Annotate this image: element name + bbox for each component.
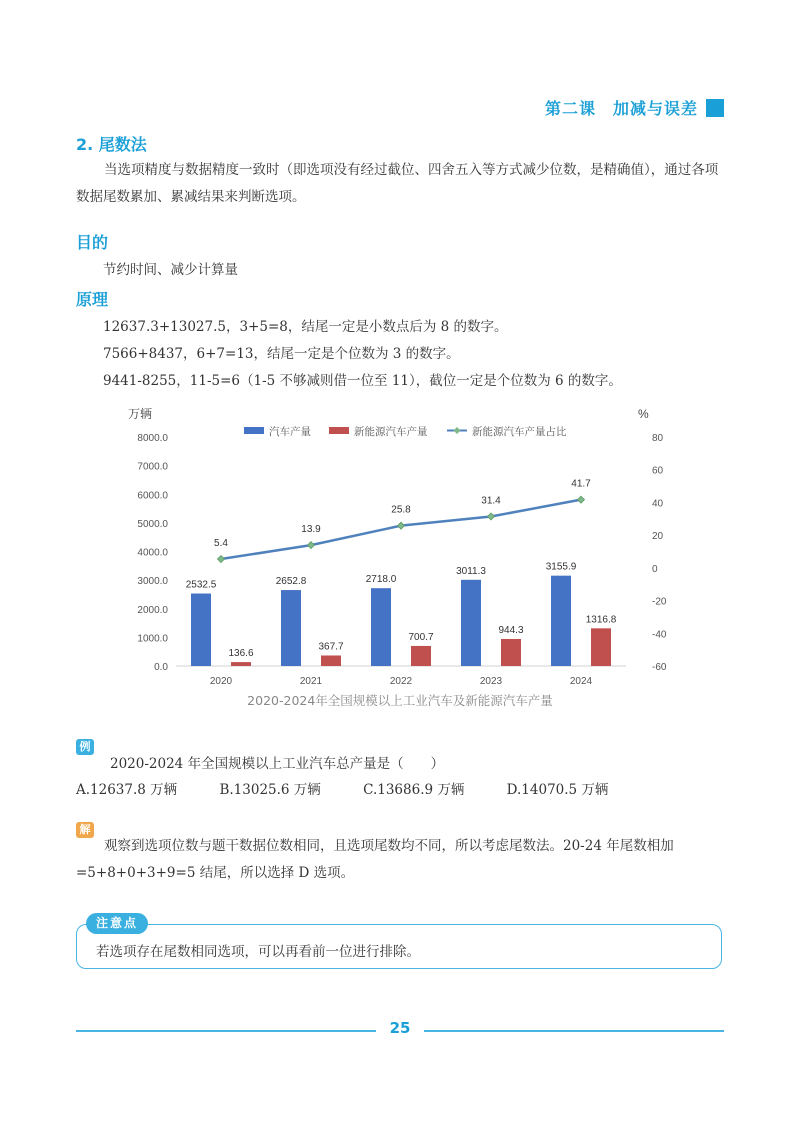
principle-line: 9441-8255，11-5=6（1-5 不够减则借一位至 11），截位一定是个位数为 6 的数字。 [103, 373, 622, 389]
chapter-title: 第二课 加减与误差 [544, 99, 698, 118]
legend-label: 汽车产量 [269, 426, 311, 438]
bar-total-production [371, 588, 391, 666]
left-axis-label: 万辆 [128, 407, 153, 421]
x-tick-label: 2020 [209, 676, 233, 687]
page-header [545, 96, 724, 119]
bar-nev-production [411, 646, 431, 666]
legend-swatch [244, 427, 264, 434]
right-tick-label: 40 [652, 498, 664, 510]
bar-nev-production [231, 662, 251, 666]
bar-nev-label: 367.7 [318, 641, 344, 653]
option-d: D.14070.5 万辆 [506, 782, 609, 798]
option-b: B.13025.6 万辆 [219, 782, 321, 798]
bar-nev-label: 700.7 [408, 631, 434, 643]
left-tick-label: 4000.0 [137, 547, 168, 559]
bar-total-production [281, 590, 301, 666]
bar-total-label: 3155.9 [545, 561, 577, 573]
bar-total-label: 3011.3 [456, 565, 486, 577]
note-text: 若选项存在尾数相同选项，可以再看前一位进行排除。 [96, 944, 420, 960]
right-tick-label: 0 [652, 563, 658, 575]
header-square-icon [706, 99, 724, 117]
share-point [218, 556, 225, 563]
bar-total-production [191, 594, 211, 666]
share-point [398, 522, 405, 529]
bar-nev-label: 136.6 [228, 648, 254, 660]
x-tick-label: 2022 [389, 676, 413, 687]
production-chart [118, 404, 682, 714]
bar-total-production [461, 580, 481, 666]
right-tick-label: 60 [652, 465, 664, 477]
share-label: 41.7 [571, 478, 591, 490]
right-tick-label: -40 [652, 629, 667, 641]
note-label: 注意点 [86, 913, 148, 934]
left-tick-label: 2000.0 [137, 604, 168, 616]
footer-line-left [76, 1030, 376, 1032]
option-c: C.13686.9 万辆 [363, 782, 465, 798]
section-title: 2. 尾数法 [76, 135, 147, 154]
bar-nev-label: 944.3 [498, 624, 524, 636]
left-tick-label: 7000.0 [137, 461, 168, 473]
chart-caption: 2020-2024年全国规模以上工业汽车及新能源汽车产量 [247, 693, 553, 708]
page-number: 25 [389, 1019, 411, 1037]
bar-nev-production [591, 628, 611, 666]
solution-text: 观察到选项位数与题干数据位数相同，且选项尾数均不同，所以考虑尾数法。20-24 年尾数相加=5+8+0+3+9=5 结尾，所以选择 D 选项。 [76, 838, 674, 881]
share-label: 5.4 [214, 538, 228, 550]
principle-line: 12637.3+13027.5，3+5=8，结尾一定是小数点后为 8 的数字。 [103, 319, 508, 335]
legend-label: 新能源汽车产量 [354, 426, 428, 438]
share-label: 31.4 [481, 495, 501, 507]
solution-tag: 解 [76, 822, 94, 838]
x-tick-label: 2021 [299, 676, 323, 687]
x-tick-label: 2024 [569, 676, 593, 687]
share-label: 25.8 [391, 504, 411, 516]
right-tick-label: -60 [652, 662, 667, 673]
left-tick-label: 6000.0 [137, 490, 168, 502]
bar-nev-label: 1316.8 [585, 614, 617, 626]
right-tick-label: -20 [652, 596, 667, 608]
bar-total-production [551, 576, 571, 666]
example-question: 2020-2024 年全国规模以上工业汽车总产量是（ ） [110, 756, 445, 772]
principle-heading: 原理 [76, 290, 109, 309]
right-axis-label: % [638, 407, 649, 421]
section-intro: 当选项精度与数据精度一致时（即选项没有经过截位、四舍五入等方式减少位数，是精确值），通过各项数据尾数累加、累减结果来判断选项。 [76, 162, 719, 205]
left-tick-label: 3000.0 [137, 576, 168, 588]
purpose-text: 节约时间、减少计算量 [103, 262, 238, 278]
left-tick-label: 0.0 [154, 662, 168, 673]
share-point [308, 542, 315, 549]
x-tick-label: 2023 [479, 676, 503, 687]
right-tick-label: 80 [652, 433, 664, 444]
share-label: 13.9 [301, 524, 321, 536]
bar-nev-production [501, 639, 521, 666]
example-tag: 例 [76, 739, 94, 755]
purpose-heading: 目的 [76, 233, 109, 252]
legend-marker [454, 427, 461, 434]
bar-total-label: 2652.8 [275, 576, 307, 588]
left-tick-label: 1000.0 [137, 633, 168, 645]
bar-nev-production [321, 655, 341, 666]
right-tick-label: 20 [652, 531, 664, 543]
bar-total-label: 2718.0 [365, 574, 397, 586]
principle-line: 7566+8437，6+7=13，结尾一定是个位数为 3 的数字。 [103, 346, 460, 362]
share-point [578, 496, 585, 503]
share-point [488, 513, 495, 520]
example-options [76, 778, 646, 798]
option-a: A.12637.8 万辆 [76, 782, 178, 798]
bar-total-label: 2532.5 [185, 579, 217, 591]
legend-swatch [329, 427, 349, 434]
chart-svg [118, 404, 682, 689]
left-tick-label: 5000.0 [137, 518, 168, 530]
legend-label: 新能源汽车产量占比 [472, 426, 567, 438]
left-tick-label: 8000.0 [137, 433, 168, 444]
footer-line-right [424, 1030, 724, 1032]
